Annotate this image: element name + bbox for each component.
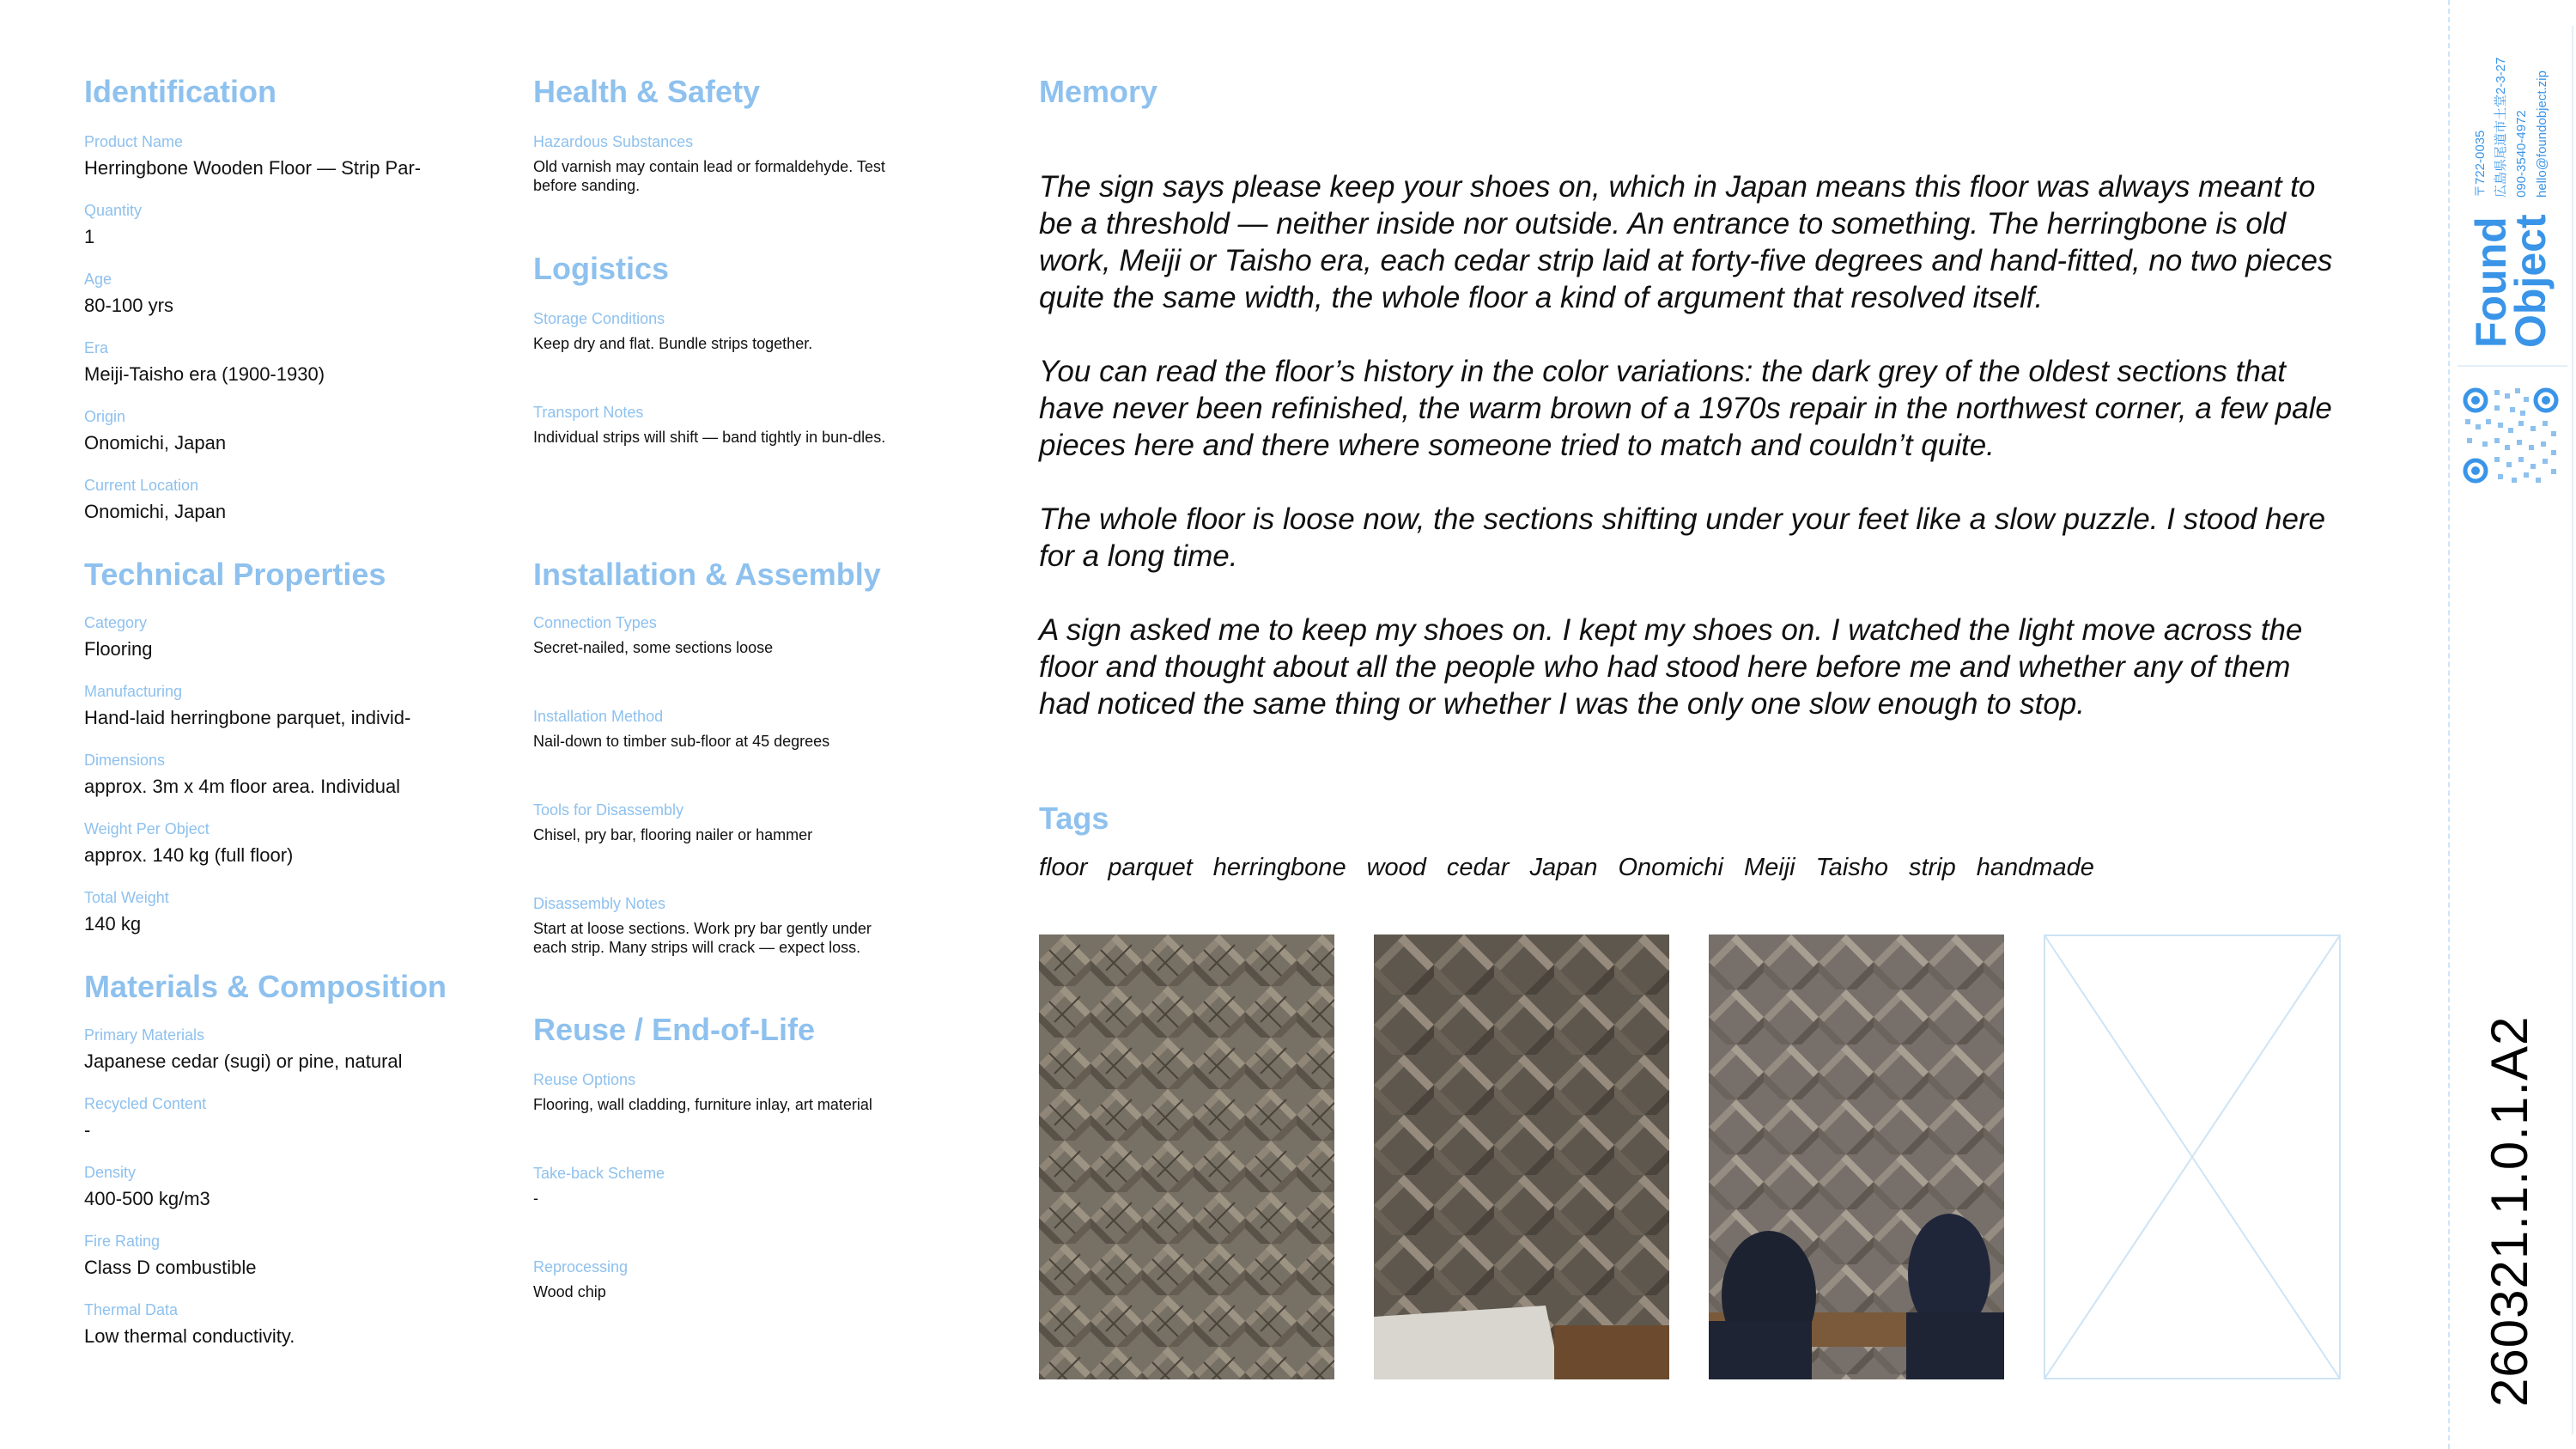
herringbone-floor-photo-shoes[interactable] bbox=[1709, 935, 2004, 1379]
field-value: approx. 3m x 4m floor area. Individual bbox=[84, 776, 401, 797]
field-value: Onomichi, Japan bbox=[84, 432, 227, 454]
section-title-memory: Memory bbox=[1039, 74, 1158, 109]
herringbone-floor-photo-1[interactable] bbox=[1039, 935, 1334, 1379]
field-value: Flooring, wall cladding, furniture inlay, art material bbox=[533, 1096, 872, 1113]
field-value: 1 bbox=[84, 226, 95, 247]
field-value: Individual strips will shift — band tightly in bun-dles. bbox=[533, 429, 886, 446]
field-label: Connection Types bbox=[533, 614, 657, 631]
tag[interactable]: Onomichi bbox=[1618, 854, 1723, 881]
field-label: Installation Method bbox=[533, 708, 664, 725]
field-value: Class D combustible bbox=[84, 1257, 257, 1278]
tag[interactable]: Taisho bbox=[1815, 854, 1888, 881]
field-value: Secret-nailed, some sections loose bbox=[533, 639, 774, 656]
field-value: Wood chip bbox=[533, 1283, 606, 1300]
memory-text bbox=[1039, 168, 2344, 759]
section-title-tags: Tags bbox=[1039, 801, 1109, 836]
section-title-reuse: Reuse / End-of-Life bbox=[533, 1012, 816, 1047]
photo-placeholder bbox=[2044, 935, 2341, 1379]
field-label: Manufacturing bbox=[84, 683, 183, 700]
field-label: Quantity bbox=[84, 202, 143, 219]
field-label: Tools for Disassembly bbox=[533, 801, 684, 819]
section-title-identification: Identification bbox=[84, 74, 276, 109]
memory-paragraph: A sign asked me to keep my shoes on. I kept my shoes on. I watched the light move across the floor and thought about all the people who had stood here before me and whether any of them had noticed the same thing or whether I was the only one slow enough to stop. bbox=[1039, 613, 2303, 721]
field-label: Origin bbox=[84, 408, 126, 425]
tag[interactable]: Japan bbox=[1529, 854, 1598, 881]
tag[interactable]: cedar bbox=[1446, 854, 1510, 881]
herringbone-floor-photo-2[interactable] bbox=[1374, 935, 1669, 1379]
field-label: Current Location bbox=[84, 477, 199, 494]
field-label: Hazardous Substances bbox=[533, 133, 694, 150]
section-title-logistics: Logistics bbox=[533, 251, 670, 286]
field-label: Storage Conditions bbox=[533, 310, 665, 327]
object-code: 260321.1.0.1.A2 bbox=[2481, 1015, 2538, 1407]
section-title-health: Health & Safety bbox=[533, 74, 761, 109]
field-value: Start at loose sections. Work pry bar gently under each strip. Many strips will crack — expect loss. bbox=[533, 920, 872, 956]
address-email[interactable]: hello@foundobject.zip bbox=[2535, 70, 2549, 198]
brand-line-object: Object bbox=[2506, 214, 2555, 348]
tag-list bbox=[1039, 854, 2094, 882]
field-value: 400-500 kg/m3 bbox=[84, 1188, 210, 1209]
field-label: Dimensions bbox=[84, 752, 166, 769]
field-value: Flooring bbox=[84, 638, 153, 660]
field-label: Fire Rating bbox=[84, 1233, 161, 1250]
field-label: Reuse Options bbox=[533, 1071, 636, 1088]
field-label: Recycled Content bbox=[84, 1095, 207, 1112]
section-title-installation: Installation & Assembly bbox=[533, 557, 881, 592]
tag[interactable]: wood bbox=[1366, 854, 1426, 881]
field-label: Density bbox=[84, 1164, 137, 1181]
tag[interactable]: Meiji bbox=[1743, 854, 1795, 881]
field-label: Total Weight bbox=[84, 889, 169, 906]
brand-line-found: Found bbox=[2467, 216, 2515, 348]
tag[interactable]: strip bbox=[1908, 854, 1956, 881]
field-value: Chisel, pry bar, flooring nailer or hammer bbox=[533, 826, 813, 843]
sidebar-rule bbox=[2458, 365, 2567, 367]
field-value: 140 kg bbox=[84, 913, 142, 935]
field-value: - bbox=[84, 1119, 91, 1141]
field-value: Keep dry and flat. Bundle strips together. bbox=[533, 335, 813, 352]
memory-paragraph: You can read the floor’s history in the color variations: the dark grey of the oldest sections that have never been refinished, the warm brown of a 1970s repair in the northwest corner, a few pale pieces here and there where someone tried to match and couldn’t quite. bbox=[1039, 355, 2332, 462]
section-title-technical: Technical Properties bbox=[84, 557, 386, 592]
field-label: Weight Per Object bbox=[84, 820, 210, 837]
address-postal: 〒722-0035 bbox=[2473, 130, 2488, 198]
field-value: approx. 140 kg (full floor) bbox=[84, 844, 294, 866]
field-label: Category bbox=[84, 614, 148, 631]
tag[interactable]: handmade bbox=[1976, 854, 2094, 881]
tag[interactable]: parquet bbox=[1108, 854, 1193, 881]
qr-code-icon[interactable] bbox=[2460, 385, 2561, 486]
address-street: 広島県尾道市土堂2-3-27 bbox=[2494, 57, 2508, 198]
field-value: Nail-down to timber sub-floor at 45 degrees bbox=[533, 733, 830, 750]
field-label: Transport Notes bbox=[533, 404, 644, 421]
memory-paragraph: The whole floor is loose now, the sections shifting under your feet like a slow puzzle. I stood here for a long time. bbox=[1039, 502, 2326, 573]
field-value: Low thermal conductivity. bbox=[84, 1325, 295, 1347]
field-value: Hand-laid herringbone parquet, individ- bbox=[84, 707, 411, 728]
field-label: Product Name bbox=[84, 133, 184, 150]
field-value: Herringbone Wooden Floor — Strip Par- bbox=[84, 157, 422, 179]
field-label: Thermal Data bbox=[84, 1301, 179, 1318]
field-value: - bbox=[533, 1190, 538, 1207]
section-title-materials: Materials & Composition bbox=[84, 969, 447, 1004]
sidebar-edge bbox=[2572, 26, 2573, 1434]
field-label: Era bbox=[84, 339, 109, 356]
field-value: Old varnish may contain lead or formaldehyde. Test before sanding. bbox=[533, 158, 885, 194]
field-label: Age bbox=[84, 271, 112, 288]
tag[interactable]: floor bbox=[1039, 854, 1088, 881]
field-label: Take-back Scheme bbox=[533, 1165, 665, 1182]
field-label: Reprocessing bbox=[533, 1258, 629, 1275]
memory-paragraph: The sign says please keep your shoes on, which in Japan means this floor was always meant to be a threshold — neither inside nor outside. An entrance to something. The herringbone is old work, Meiji or Taisho era, each cedar strip laid at forty-five degrees and hand-fitted, no two pieces quite the same width, the whole floor a kind of argument that resolved itself. bbox=[1039, 170, 2333, 314]
field-label: Disassembly Notes bbox=[533, 895, 666, 912]
field-value: Meiji-Taisho era (1900-1930) bbox=[84, 363, 325, 385]
field-label: Primary Materials bbox=[84, 1026, 205, 1044]
field-value: 80-100 yrs bbox=[84, 295, 173, 316]
address-phone: 090-3540-4972 bbox=[2514, 110, 2529, 198]
sidebar-divider bbox=[2448, 0, 2450, 1449]
tag[interactable]: herringbone bbox=[1212, 854, 1346, 881]
field-value: Onomichi, Japan bbox=[84, 501, 227, 522]
field-value: Japanese cedar (sugi) or pine, natural bbox=[84, 1050, 403, 1072]
